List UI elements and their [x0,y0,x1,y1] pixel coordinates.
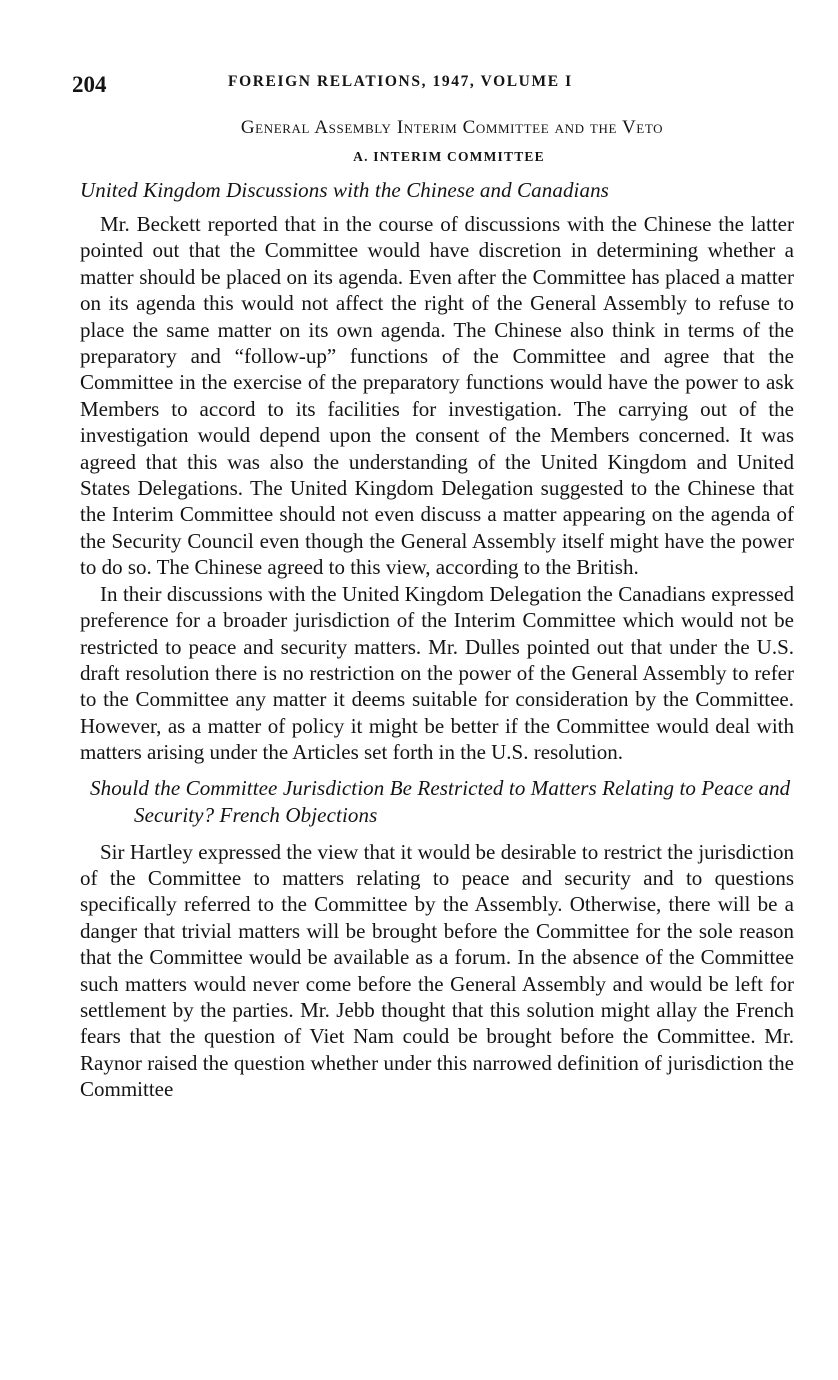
running-title: FOREIGN RELATIONS, 1947, VOLUME I [228,73,573,90]
subsection-title: A. INTERIM COMMITTEE [353,149,545,164]
body-paragraph: Mr. Beckett reported that in the course of discussions with the Chinese the latter pointed out that the Committee would have discretion in determining whether a matter should be placed on its agenda. Even after the Committee has placed a matter on its agenda this would not affect the right of the General Assembly to refuse to place the same matter on its own agenda. The Chinese also think in terms of the preparatory and “follow-up” functions of the Committee and agree that the Committee in the exercise of the preparatory functions would have the power to ask Members to accord to its facilities for investigation. The carrying out of the investigation would depend upon the consent of the Members concerned. It was agreed that this was also the understanding of the United Kingdom and United States Delegations. The United Kingdom Delegation suggested to the Chinese that the Interim Committee should not even discuss a matter appearing on the agenda of the Security Council even though the General Assembly itself might have the power to do so. The Chinese agreed to this view, according to the British. [80,212,794,580]
topic-heading-uk-discussions: United Kingdom Discussions with the Chinese and Canadians [80,178,609,202]
body-paragraph: In their discussions with the United Kingdom Delegation the Canadians expressed preference for a broader jurisdiction of the Interim Committee which would not be restricted to peace and security matters. Mr. Dulles pointed out that under the U.S. draft resolution there is no restriction on the power of the General Assembly to refer to the Committee any matter it deems suitable for consideration by the Committee. However, as a matter of policy it might be better if the Committee would deal with matters arising under the Articles set forth in the U.S. resolution. [80,581,794,765]
page-number: 204 [72,72,107,97]
running-header [72,62,794,97]
section-title: General Assembly Interim Committee and the Veto [240,117,664,138]
body-paragraph: Sir Hartley expressed the view that it would be desirable to restrict the jurisdiction of the Committee to matters relating to peace and security and to questions specifically referred to the Committee by the Assembly. Otherwise, there will be a danger that trivial matters will be brought before the Committee for the sole reason that the Committee would be available as a forum. In the absence of the Committee such matters would never come before the General Assembly and would be left for settlement by the parties. Mr. Jebb thought that this solution might allay the French fears that the question of Viet Nam could be brought before the Committee. Mr. Raynor raised the question whether under this narrowed definition of jurisdiction the Committee [80,839,794,1102]
topic-heading-committee-jurisdiction: Should the Committee Jurisdiction Be Restricted to Matters Relating to Peace and Security? French Objections [90,775,791,827]
